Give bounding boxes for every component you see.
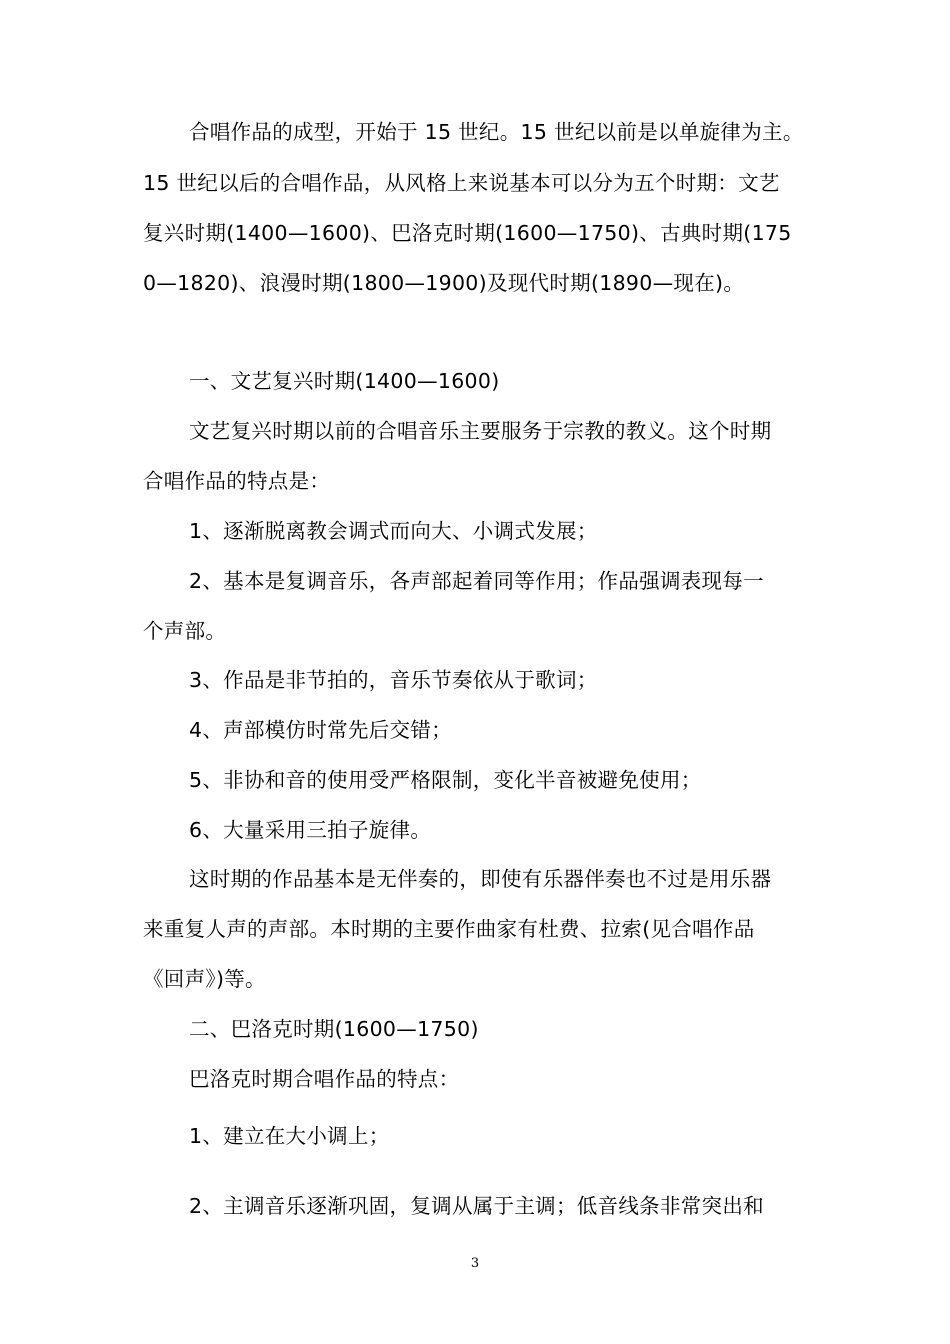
paragraph-line: 合唱作品的特点是： <box>143 469 331 493</box>
list-item: 6、大量采用三拍子旋律。 <box>189 818 432 842</box>
paragraph-line: 来重复人声的声部。本时期的主要作曲家有杜费、拉索(见合唱作品 <box>143 917 755 941</box>
paragraph-line: 合唱作品的成型，开始于 15 世纪。15 世纪以前是以单旋律为主。 <box>189 120 804 144</box>
paragraph-line: 复兴时期(1400—1600)、巴洛克时期(1600—1750)、古典时期(175 <box>143 221 792 245</box>
page-number: 3 <box>470 1256 480 1271</box>
section-heading: 一、文艺复兴时期(1400—1600) <box>189 369 500 393</box>
paragraph-line: 15 世纪以后的合唱作品，从风格上来说基本可以分为五个时期：文艺 <box>143 171 780 195</box>
list-item: 2、基本是复调音乐，各声部起着同等作用；作品强调表现每一 <box>189 569 764 593</box>
list-item: 4、声部模仿时常先后交错； <box>189 718 452 742</box>
list-item: 5、非协和音的使用受严格限制，变化半音被避免使用； <box>189 768 702 792</box>
list-item: 1、建立在大小调上； <box>189 1124 390 1148</box>
paragraph-line: 《回声》)等。 <box>143 967 266 991</box>
list-item: 1、逐渐脱离教会调式而向大、小调式发展； <box>189 519 598 543</box>
paragraph-line: 0—1820)、浪漫时期(1800—1900)及现代时期(1890—现在)。 <box>143 271 745 295</box>
list-item-continuation: 个声部。 <box>143 619 227 643</box>
paragraph-line: 文艺复兴时期以前的合唱音乐主要服务于宗教的教义。这个时期 <box>189 419 772 443</box>
list-item: 3、作品是非节拍的，音乐节奏依从于歌词； <box>189 668 598 692</box>
paragraph-line: 这时期的作品基本是无伴奏的，即使有乐器伴奏也不过是用乐器 <box>189 867 772 891</box>
paragraph-line: 巴洛克时期合唱作品的特点： <box>189 1067 460 1091</box>
section-heading: 二、巴洛克时期(1600—1750) <box>189 1017 479 1041</box>
list-item: 2、主调音乐逐渐巩固，复调从属于主调；低音线条非常突出和 <box>189 1194 764 1218</box>
